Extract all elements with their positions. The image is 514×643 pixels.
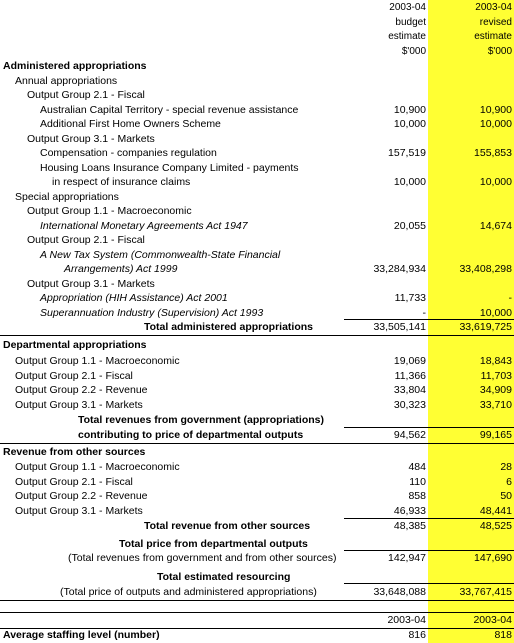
- revised-value: 11,703: [480, 369, 512, 382]
- row-label: Appropriation (HIH Assistance) Act 2001: [40, 292, 228, 304]
- budget-value: 816: [408, 629, 426, 641]
- budget-value: 33,648,088: [373, 585, 426, 598]
- table-row: [0, 398, 514, 412]
- section-divider: [0, 600, 514, 601]
- revised-value: 28: [500, 461, 512, 473]
- header-row: [0, 30, 514, 44]
- revised-value: 818: [494, 629, 512, 641]
- table-row: [0, 262, 514, 276]
- revised-value: 33,767,415: [459, 585, 512, 598]
- revised-value: 10,000: [479, 306, 512, 319]
- header-row: [0, 16, 514, 30]
- row-label: International Monetary Agreements Act 1947: [40, 219, 248, 232]
- row-label: contributing to price of departmental outputs: [78, 428, 304, 441]
- revised-value: 6: [506, 475, 512, 488]
- budget-value: 142,947: [388, 552, 426, 564]
- row-label: Housing Loans Insurance Company Limited - payments: [40, 161, 299, 174]
- table-row: [0, 175, 514, 189]
- row-label: Revenue from other sources: [3, 446, 146, 458]
- header-col1-year: 2003-04: [389, 2, 426, 13]
- row-label: Output Group 2.1 - Fiscal: [15, 475, 133, 488]
- row-label: Output Group 2.1 - Fiscal: [27, 89, 145, 101]
- row-label: Output Group 2.1 - Fiscal: [27, 234, 145, 246]
- table-row: [0, 190, 514, 204]
- row-label: Total revenue from other sources: [144, 519, 311, 532]
- table-row: [0, 489, 514, 503]
- row-label: Output Group 3.1 - Markets: [15, 398, 143, 411]
- header-row: [0, 45, 514, 59]
- row-label: Output Group 3.1 - Markets: [15, 504, 143, 517]
- revised-value: 50: [500, 490, 512, 502]
- budget-value: 10,900: [393, 103, 426, 116]
- row-label: Total administered appropriations: [144, 321, 313, 333]
- table-row: [0, 117, 514, 131]
- row-label: Output Group 3.1 - Markets: [27, 277, 155, 290]
- staffing-col1-year: 2003-04: [387, 614, 426, 626]
- revised-value: -: [508, 292, 512, 304]
- row-label: Australian Capital Territory - special revenue assistance: [40, 103, 299, 116]
- table-row: [0, 277, 514, 291]
- row-label: Output Group 1.1 - Macroeconomic: [27, 205, 192, 217]
- revised-value: 48,441: [479, 504, 512, 517]
- budget-value: 484: [408, 461, 426, 473]
- revised-value: 18,843: [479, 355, 512, 367]
- revised-value: 10,900: [479, 103, 512, 116]
- budget-value: 33,284,934: [373, 263, 426, 275]
- header-col1-unit: $'000: [401, 45, 426, 57]
- budget-value: 157,519: [388, 147, 426, 159]
- revised-value: 33,710: [479, 398, 512, 411]
- staffing-col2-year: 2003-04: [473, 614, 512, 626]
- row-label: A New Tax System (Commonwealth-State Financial: [40, 248, 281, 261]
- revised-value: 10,000: [479, 118, 512, 130]
- header-col2-year: 2003-04: [475, 2, 512, 13]
- revised-value: 147,690: [474, 552, 512, 564]
- row-label: (Total price of outputs and administered appropriations): [60, 585, 317, 598]
- budget-value: 30,323: [393, 398, 426, 411]
- budget-value: 10,000: [393, 118, 426, 130]
- table-row: [0, 219, 514, 233]
- row-label: Special appropriations: [15, 190, 119, 203]
- revised-value: 10,000: [479, 176, 512, 188]
- total-row: [0, 320, 514, 334]
- table-row: [0, 504, 514, 518]
- row-label: Additional First Home Owners Scheme: [40, 118, 221, 130]
- grand-total-row: [0, 585, 514, 599]
- table-row: [0, 248, 514, 262]
- budget-value: 48,385: [393, 519, 426, 532]
- table-row: [0, 132, 514, 146]
- table-row: [0, 369, 514, 383]
- header-col2-estimate: estimate: [474, 31, 512, 42]
- row-label: Total estimated resourcing: [157, 571, 291, 583]
- section-divider: [0, 335, 514, 336]
- header-col1-estimate: estimate: [388, 31, 426, 42]
- header-row: [0, 1, 514, 15]
- table-row: [0, 103, 514, 117]
- budget-value: 110: [409, 475, 426, 488]
- row-label: Departmental appropriations: [3, 339, 147, 351]
- budget-value: -: [422, 306, 426, 319]
- section-divider: [0, 443, 514, 444]
- revised-value: 99,165: [479, 428, 512, 441]
- header-col2-type: revised: [479, 16, 512, 28]
- row-label: Superannuation Industry (Supervision) Act 1993: [40, 306, 264, 319]
- total-row: [0, 519, 514, 533]
- table-row: [0, 383, 514, 397]
- staffing-header-row: [0, 613, 514, 627]
- total-row: [0, 428, 514, 442]
- budget-value: 10,000: [393, 176, 426, 188]
- revised-value: 14,674: [479, 219, 512, 232]
- row-label: Total revenues from government (appropriations): [78, 414, 325, 426]
- row-label: Administered appropriations: [3, 60, 147, 72]
- table-row: [0, 74, 514, 88]
- budget-value: 19,069: [393, 355, 426, 367]
- table-row: [0, 354, 514, 368]
- total-row: [0, 413, 514, 427]
- row-label: Output Group 1.1 - Macroeconomic: [15, 461, 180, 473]
- table-row: [0, 88, 514, 102]
- total-row: [0, 551, 514, 565]
- budget-value: 46,933: [393, 504, 426, 517]
- header-col2-unit: $'000: [487, 45, 512, 57]
- table-row: [0, 475, 514, 489]
- budget-value: 94,562: [393, 428, 426, 441]
- revised-value: 33,408,298: [459, 263, 512, 275]
- revised-value: 34,909: [479, 384, 512, 396]
- section-heading-other-sources: [0, 445, 514, 459]
- row-label: Output Group 2.2 - Revenue: [15, 384, 148, 396]
- budget-value: 11,366: [394, 369, 426, 382]
- row-label: Average staffing level (number): [3, 629, 160, 641]
- row-label: Annual appropriations: [15, 74, 118, 87]
- row-label: Output Group 1.1 - Macroeconomic: [15, 355, 180, 367]
- budget-value: 11,733: [394, 292, 426, 304]
- revised-value: 155,853: [474, 147, 512, 159]
- revised-value: 33,619,725: [459, 321, 512, 333]
- table-row: [0, 161, 514, 175]
- budget-value: 33,505,141: [373, 321, 426, 333]
- row-label: in respect of insurance claims: [52, 176, 191, 188]
- header-col1-type: budget: [395, 16, 426, 28]
- row-label: Output Group 2.1 - Fiscal: [15, 369, 133, 382]
- budget-value: 858: [408, 490, 426, 502]
- table-row: [0, 291, 514, 305]
- row-label: (Total revenues from government and from other sources): [68, 552, 337, 564]
- table-row: [0, 146, 514, 160]
- table-row: [0, 460, 514, 474]
- budget-value: 33,804: [393, 384, 426, 396]
- row-label: Arrangements) Act 1999: [64, 263, 178, 275]
- section-heading-administered: [0, 59, 514, 73]
- revised-value: 48,525: [479, 519, 512, 532]
- table-row: [0, 306, 514, 320]
- row-label: Total price from departmental outputs: [119, 538, 308, 550]
- table-row: [0, 233, 514, 247]
- row-label: Output Group 3.1 - Markets: [27, 132, 155, 145]
- budget-value: 20,055: [393, 219, 426, 232]
- staffing-row: [0, 628, 514, 642]
- section-heading-departmental: [0, 338, 514, 352]
- row-label: Compensation - companies regulation: [40, 147, 217, 159]
- table-row: [0, 204, 514, 218]
- row-label: Output Group 2.2 - Revenue: [15, 490, 148, 502]
